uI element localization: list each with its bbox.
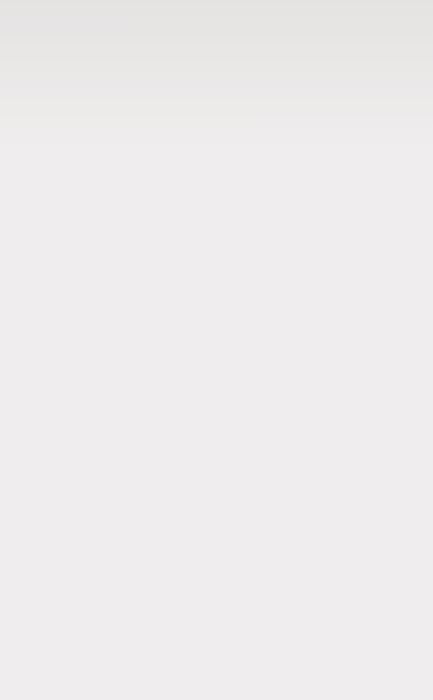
bleed-through-background [0, 0, 433, 150]
